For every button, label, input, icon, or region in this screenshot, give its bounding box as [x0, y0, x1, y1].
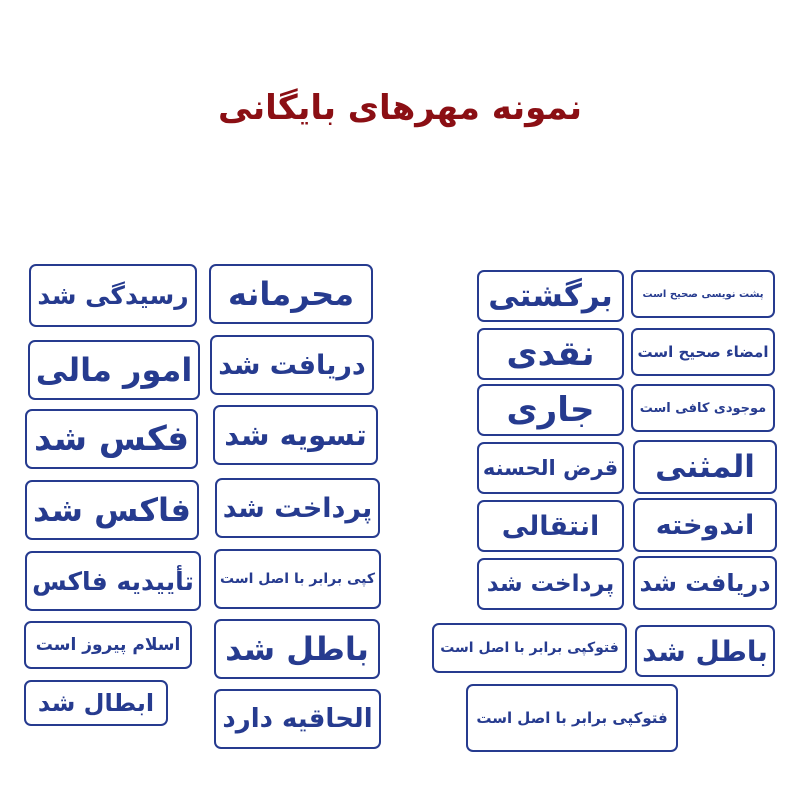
- stamp-settled: تسویه شد: [213, 405, 378, 465]
- stamp-al-haqiya: الحاقیه دارد: [214, 689, 381, 749]
- stamp-qarz-al-hasaneh: قرض الحسنه: [477, 442, 624, 494]
- stamp-cash: نقدی: [477, 328, 624, 380]
- stamp-confidential-1: محرمانه: [209, 264, 373, 324]
- stamp-faxed-2: فاکس شد: [25, 480, 199, 540]
- stamp-revoked: ابطال شد: [24, 680, 168, 726]
- stamp-returned: برگشتی: [477, 270, 624, 322]
- stamp-fax-confirmed: تأییدیه فاکس: [25, 551, 201, 611]
- stamp-copy-original-1: کپی برابر با اصل است: [214, 549, 381, 609]
- stamp-received: رسیدگی شد: [29, 264, 197, 327]
- stamp-received-2: دریافت شد: [633, 556, 777, 610]
- stamp-islam-victorious: اسلام پیروز است: [24, 621, 192, 669]
- stamp-current: جاری: [477, 384, 624, 436]
- stamp-balance-sufficient: موجودی کافی است: [631, 384, 775, 432]
- stamp-paid-2: پرداخت شد: [477, 558, 624, 610]
- stamp-faxed-1: فکس شد: [25, 409, 198, 469]
- stamp-signature-correct: امضاء صحیح است: [631, 328, 775, 376]
- stamp-photocopy-original-2: فتوکپی برابر با اصل است: [466, 684, 678, 752]
- stamp-saved: اندوخته: [633, 498, 777, 552]
- stamp-received-1: دریافت شد: [210, 335, 374, 395]
- stamp-back-writing-correct: پشت نویسی صحیح است: [631, 270, 775, 318]
- page-title: نمونه مهرهای بایگانی: [217, 88, 583, 128]
- stamp-paid-1: پرداخت شد: [215, 478, 380, 538]
- stamp-cancelled-1: باطل شد: [214, 619, 380, 679]
- stamp-photocopy-original-1: فتوکپی برابر با اصل است: [432, 623, 627, 673]
- stamp-cancelled-2: باطل شد: [635, 625, 775, 677]
- stamp-transferable: انتقالی: [477, 500, 624, 552]
- stamp-duplicate: المثنی: [633, 440, 777, 494]
- stamp-financial-affairs: امور مالی: [28, 340, 200, 400]
